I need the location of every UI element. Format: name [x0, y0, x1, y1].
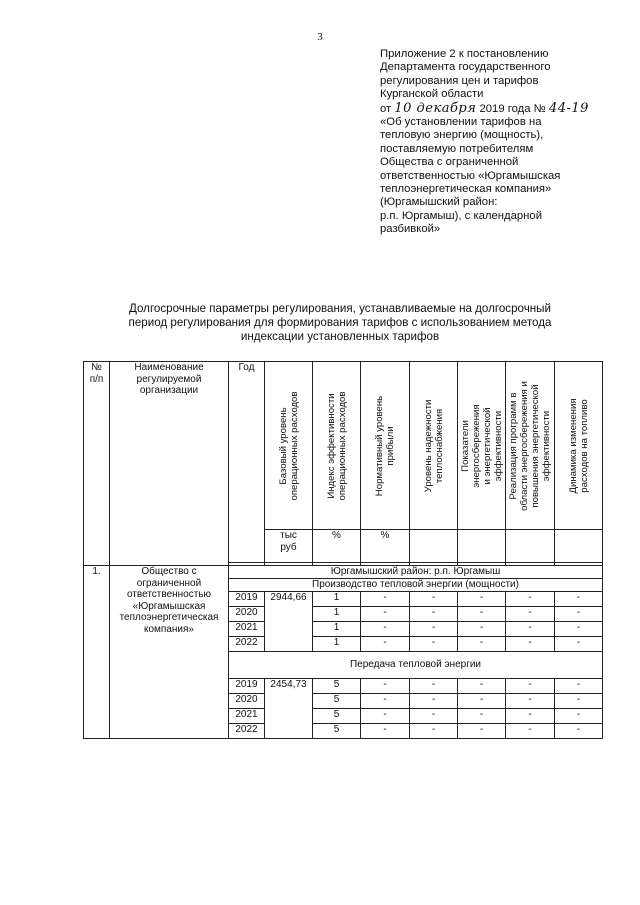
- appendix-line: поставляемую потребителям: [380, 142, 534, 155]
- row-number: 1.: [84, 566, 110, 739]
- header-line: Индекс эффективности: [325, 392, 337, 499]
- header-line: Уровень надежности: [422, 399, 434, 492]
- header-line: теплоснабжения: [433, 408, 445, 483]
- unit-empty: [458, 530, 506, 563]
- parameters-table: [83, 361, 603, 739]
- unit-empty: [506, 530, 555, 563]
- profit-cell: -: [361, 607, 410, 622]
- year-cell: 2021: [229, 622, 265, 637]
- header-line: эффективности: [492, 410, 504, 481]
- title-line: Долгосрочные параметры регулирования, устанавливаемые на долгосрочный: [129, 302, 551, 315]
- unit-text: тыс: [280, 530, 297, 541]
- header-line: операционных расходов: [336, 391, 348, 500]
- org-line: компания»: [144, 623, 194, 635]
- appendix-block: [380, 48, 630, 237]
- header-energy: [458, 362, 506, 530]
- header-line: эффективности: [541, 410, 552, 481]
- header-line: Показатели: [459, 419, 471, 472]
- appendix-line: р.п. Юргамыш), с календарной: [380, 209, 543, 222]
- header-reliability: [410, 362, 458, 530]
- appendix-line: регулирования цен и тарифов: [380, 74, 539, 87]
- year-cell: 2019: [229, 592, 265, 607]
- header-fuel: [555, 362, 603, 530]
- date-year: 2019 года №: [479, 102, 546, 115]
- unit-empty: [555, 530, 603, 563]
- energy-cell: -: [458, 607, 506, 622]
- appendix-line: ответственностью «Юргамышская: [380, 169, 561, 182]
- date-prefix: от: [380, 102, 392, 115]
- page-number: 3: [317, 31, 323, 43]
- base-value: 2944,66: [265, 592, 313, 652]
- reliability-cell: -: [410, 637, 458, 652]
- reliability-cell: -: [410, 709, 458, 724]
- appendix-line: Курганской области: [380, 88, 484, 101]
- header-index: [313, 362, 361, 530]
- org-name: [110, 566, 229, 739]
- year-cell: 2019: [229, 679, 265, 694]
- header-profit: [361, 362, 410, 530]
- programs-cell: -: [506, 637, 555, 652]
- header-line: области энергосбережения и: [519, 380, 530, 511]
- energy-cell: -: [458, 709, 506, 724]
- org-line: ответственностью: [126, 589, 212, 600]
- title-line: индексации установленных тарифов: [240, 330, 440, 344]
- index-cell: 1: [313, 592, 361, 607]
- index-cell: 5: [313, 724, 361, 739]
- header-line: прибыли: [385, 425, 396, 466]
- header-year: Год: [229, 362, 265, 563]
- header-line: повышения энергетической: [530, 383, 541, 508]
- fuel-cell: -: [555, 622, 603, 637]
- header-text: регулируемой: [136, 373, 202, 385]
- unit-index: %: [313, 530, 361, 563]
- header-text: организации: [139, 385, 199, 396]
- fuel-cell: -: [555, 724, 603, 739]
- header-text: №: [91, 362, 102, 373]
- profit-cell: -: [361, 592, 410, 607]
- reliability-cell: -: [410, 592, 458, 607]
- profit-cell: -: [361, 637, 410, 652]
- programs-cell: -: [506, 694, 555, 709]
- header-text: [278, 391, 300, 500]
- header-text: [326, 391, 348, 500]
- header-text: Наименование: [134, 362, 204, 373]
- programs-cell: -: [506, 724, 555, 739]
- profit-cell: -: [361, 694, 410, 709]
- programs-cell: -: [506, 622, 555, 637]
- year-cell: 2022: [229, 724, 265, 739]
- fuel-cell: -: [555, 679, 603, 694]
- programs-cell: -: [506, 607, 555, 622]
- year-cell: 2022: [229, 637, 265, 652]
- header-line: Динамика изменения: [567, 397, 579, 494]
- reliability-cell: -: [410, 607, 458, 622]
- year-cell: 2021: [229, 709, 265, 724]
- unit-base: [265, 530, 313, 563]
- appendix-line: Общества с ограниченной: [380, 156, 519, 169]
- header-line: расходов на топливо: [578, 398, 590, 493]
- programs-cell: -: [506, 592, 555, 607]
- profit-cell: -: [361, 622, 410, 637]
- profit-cell: -: [361, 724, 410, 739]
- programs-cell: -: [506, 679, 555, 694]
- programs-cell: -: [506, 709, 555, 724]
- energy-cell: -: [458, 694, 506, 709]
- index-cell: 1: [313, 637, 361, 652]
- index-cell: 1: [313, 607, 361, 622]
- header-line: энергосбережения: [470, 403, 482, 488]
- energy-cell: -: [458, 622, 506, 637]
- region-row: Юргамышский район: р.п. Юргамыш: [229, 566, 603, 579]
- appendix-date-line: [380, 102, 630, 116]
- org-line: Общество с: [141, 566, 197, 577]
- handwritten-number: 44-19: [548, 100, 589, 116]
- energy-cell: -: [458, 592, 506, 607]
- unit-empty: [410, 530, 458, 563]
- handwritten-date: 10 декабря: [394, 100, 477, 116]
- energy-cell: -: [458, 724, 506, 739]
- reliability-cell: -: [410, 694, 458, 709]
- energy-cell: -: [458, 637, 506, 652]
- header-line: операционных расходов: [288, 391, 300, 500]
- index-cell: 5: [313, 694, 361, 709]
- index-cell: 1: [313, 622, 361, 637]
- header-text: [423, 399, 445, 492]
- section-title: Передача тепловой энергии: [229, 652, 603, 679]
- energy-cell: -: [458, 679, 506, 694]
- unit-text: руб: [280, 541, 297, 553]
- section-title: Производство тепловой энергии (мощности): [229, 579, 603, 592]
- header-line: Реализация программ в: [508, 391, 519, 500]
- profit-cell: -: [361, 709, 410, 724]
- profit-cell: -: [361, 679, 410, 694]
- header-line: Нормативный уровень: [374, 395, 385, 496]
- year-cell: 2020: [229, 607, 265, 622]
- appendix-line: (Юргамышский район:: [380, 196, 498, 209]
- unit-profit: %: [361, 530, 410, 563]
- org-line: ограниченной: [136, 577, 202, 589]
- fuel-cell: -: [555, 694, 603, 709]
- reliability-cell: -: [410, 622, 458, 637]
- fuel-cell: -: [555, 607, 603, 622]
- appendix-line: разбивкой»: [380, 223, 441, 236]
- header-base: [265, 362, 313, 530]
- base-value: 2454,73: [265, 679, 313, 739]
- header-text: п/п: [89, 373, 104, 385]
- index-cell: 5: [313, 679, 361, 694]
- org-line: «Юргамышская: [132, 600, 206, 612]
- header-line: и энергетической: [481, 406, 493, 485]
- header-text: [460, 404, 504, 487]
- index-cell: 5: [313, 709, 361, 724]
- header-programs: [506, 362, 555, 530]
- appendix-line: Приложение 2 к постановлению: [380, 48, 549, 60]
- title-line: период регулирования для формирования тарифов с использованием метода: [128, 316, 552, 330]
- appendix-line: Департамента государственного: [380, 61, 551, 74]
- org-line: теплоэнергетическая: [119, 612, 219, 623]
- appendix-line: теплоэнергетическая компания»: [380, 183, 552, 196]
- document-title: [70, 302, 610, 345]
- fuel-cell: -: [555, 592, 603, 607]
- year-cell: 2020: [229, 694, 265, 709]
- appendix-line: «Об установлении тарифов на: [380, 116, 542, 129]
- header-text: [568, 398, 590, 493]
- header-org: [110, 362, 229, 566]
- fuel-cell: -: [555, 637, 603, 652]
- header-text: [508, 381, 552, 511]
- header-num: [84, 362, 110, 566]
- fuel-cell: -: [555, 709, 603, 724]
- reliability-cell: -: [410, 679, 458, 694]
- reliability-cell: -: [410, 724, 458, 739]
- appendix-line: тепловую энергию (мощность),: [380, 129, 544, 142]
- header-line: Базовый уровень: [277, 406, 289, 485]
- header-text: [374, 395, 396, 495]
